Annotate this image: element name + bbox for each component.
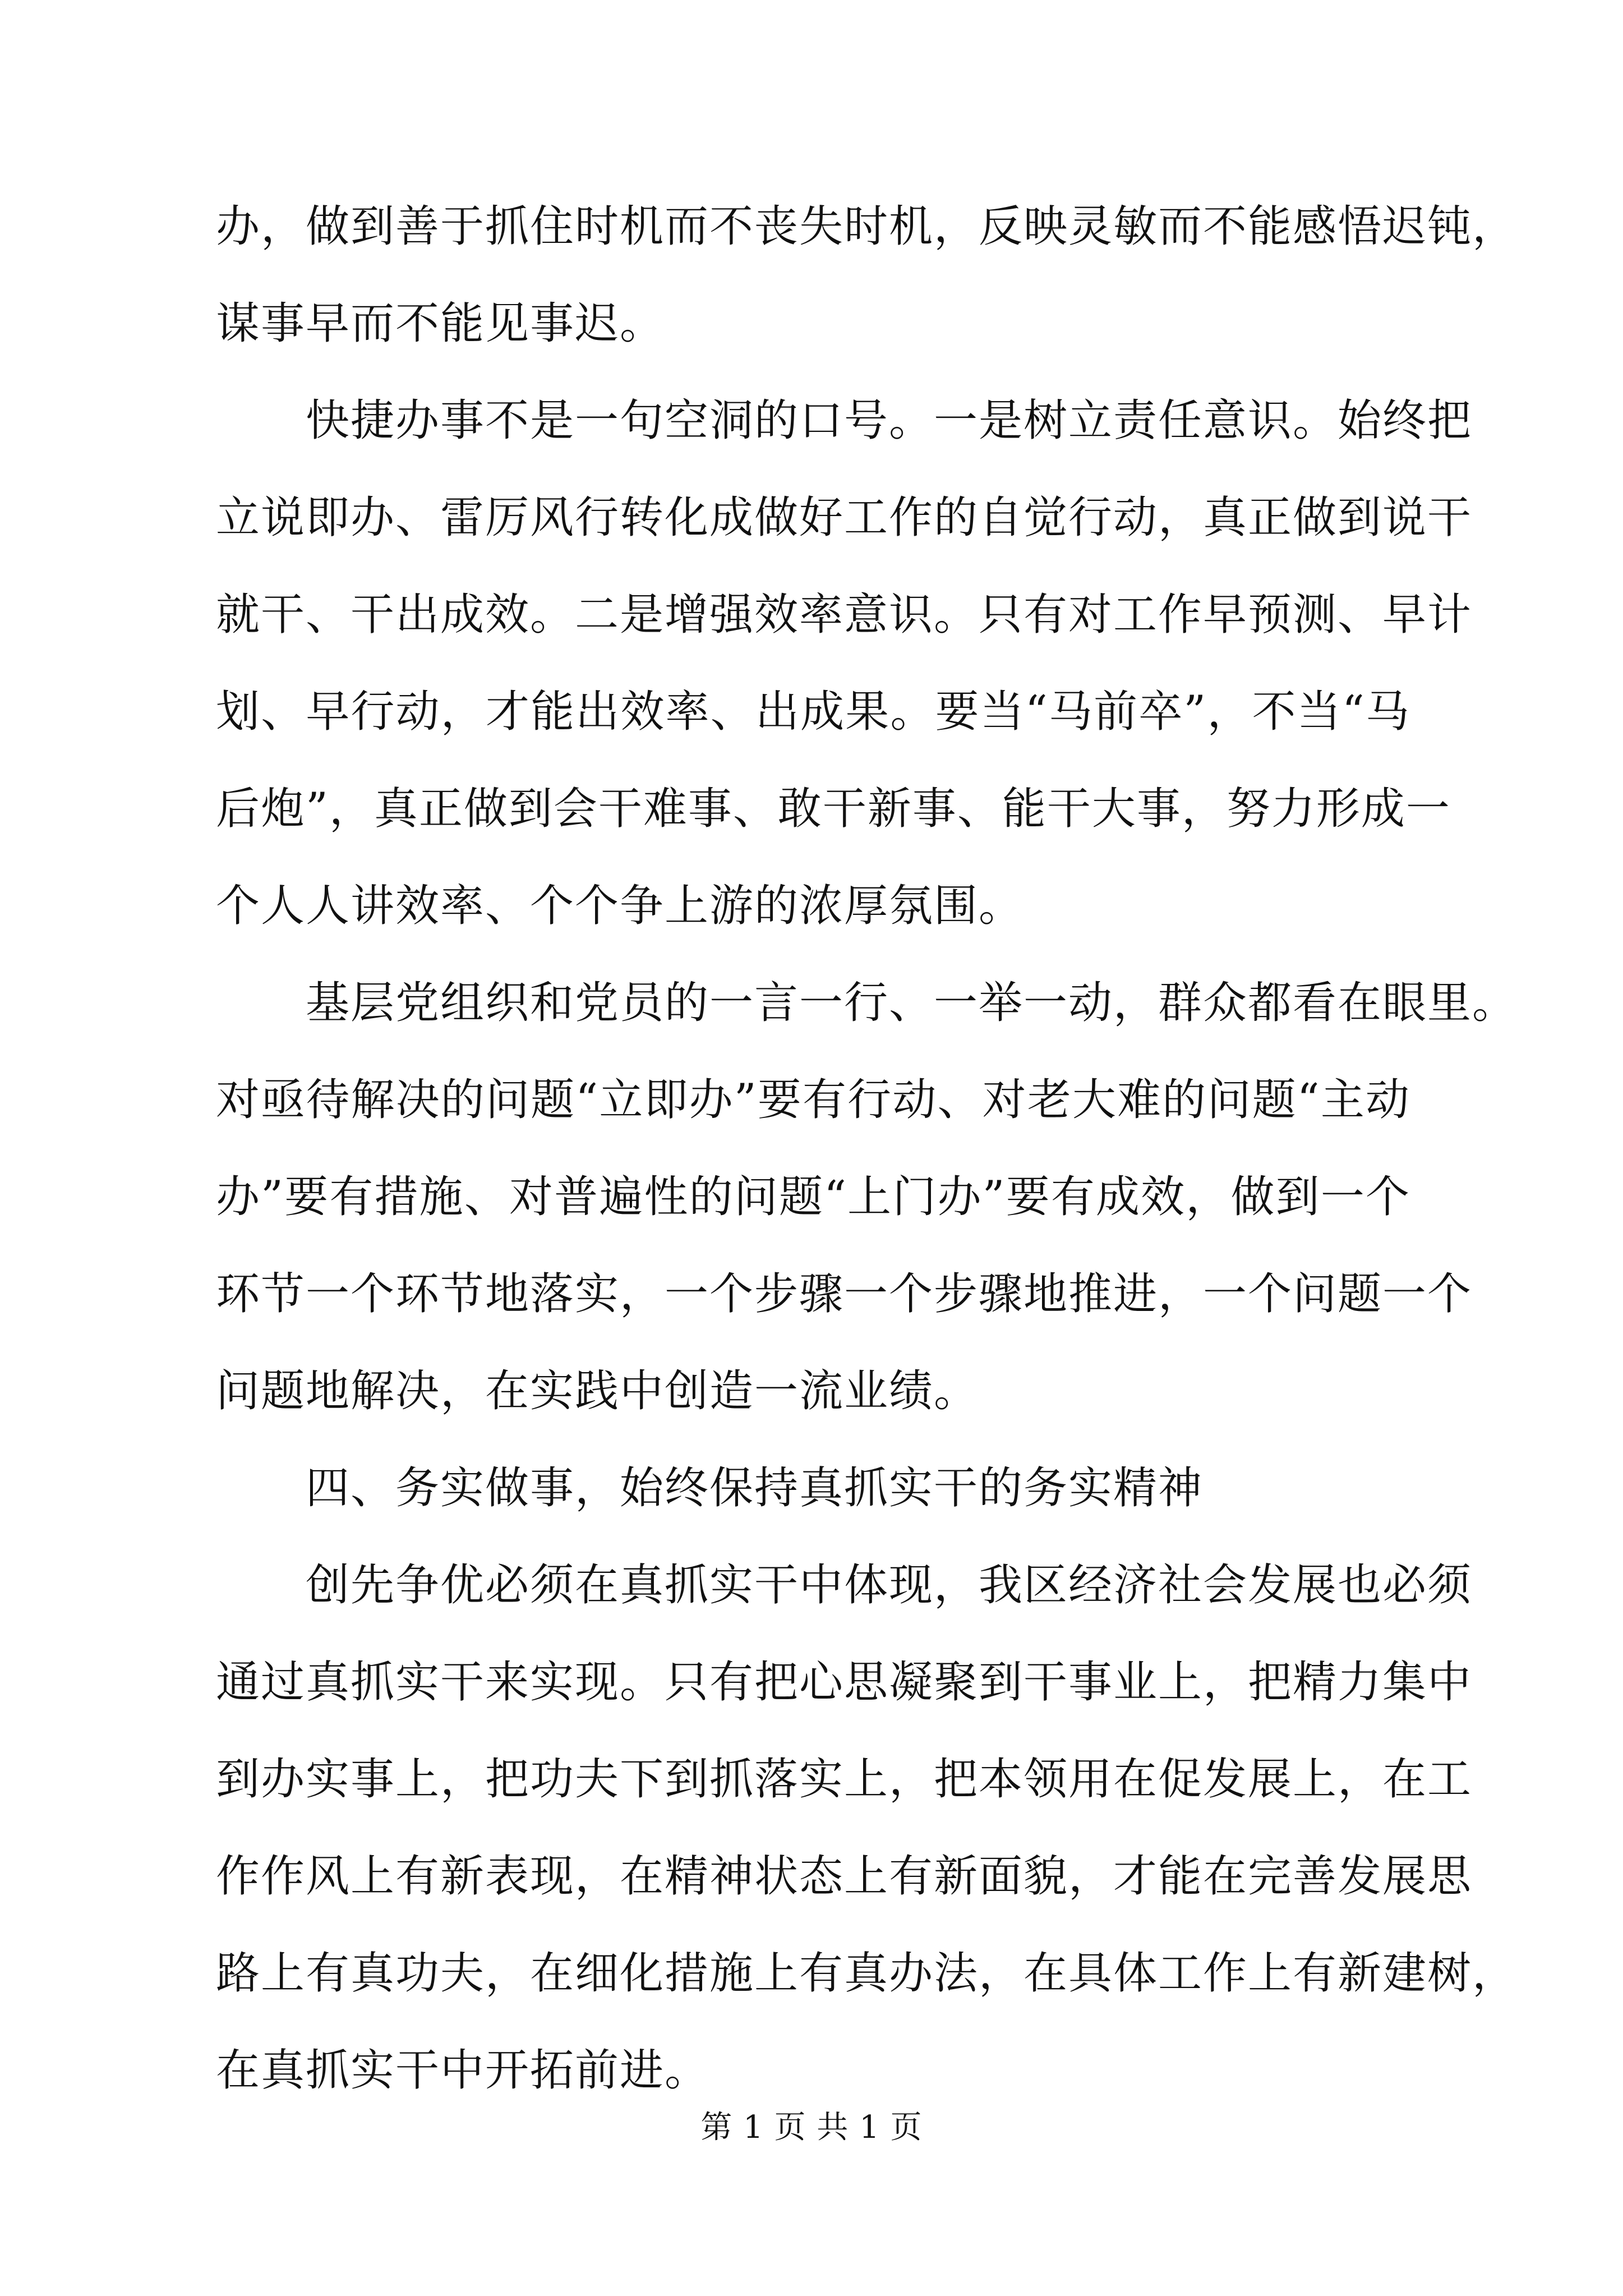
paragraph-line: 环节一个环节地落实，一个步骤一个步骤地推进，一个问题一个	[216, 1269, 1473, 1319]
paragraph-line: 通过真抓实干来实现。只有把心思凝聚到干事业上，把精力集中	[216, 1657, 1473, 1708]
paragraph-line: 在真抓实干中开拓前进。	[216, 2045, 710, 2096]
paragraph-line: 办”要有措施、对普遍性的问题“上门办”要有成效，做到一个	[216, 1172, 1410, 1222]
paragraph-line: 作作风上有新表现，在精神状态上有新面貌，才能在完善发展思	[216, 1851, 1473, 1902]
paragraph-line: 谋事早而不能见事迟。	[216, 298, 665, 349]
paragraph-line: 划、早行动，才能出效率、出成果。要当“马前卒”，不当“马	[216, 687, 1410, 737]
paragraph-line: 创先争优必须在真抓实干中体现，我区经济社会发展也必须	[306, 1560, 1473, 1611]
paragraph-line: 立说即办、雷厉风行转化成做好工作的自觉行动，真正做到说干	[216, 493, 1473, 543]
paragraph-line: 就干、干出成效。二是增强效率意识。只有对工作早预测、早计	[216, 590, 1473, 640]
paragraph-line: 路上有真功夫，在细化措施上有真办法，在具体工作上有新建树，	[216, 1948, 1518, 1999]
paragraph-line: 问题地解决，在实践中创造一流业绩。	[216, 1366, 979, 1416]
paragraph-line: 到办实事上，把功夫下到抓落实上，把本领用在促发展上，在工	[216, 1754, 1473, 1805]
section-heading: 四、务实做事，始终保持真抓实干的务实精神	[306, 1463, 1204, 1513]
paragraph-line: 办，做到善于抓住时机而不丧失时机，反映灵敏而不能感悟迟钝，	[216, 201, 1518, 252]
paragraph-line: 个人人讲效率、个个争上游的浓厚氛围。	[216, 881, 1024, 931]
paragraph-line: 基层党组织和党员的一言一行、一举一动，群众都看在眼里。	[306, 978, 1518, 1028]
paragraph-line: 快捷办事不是一句空洞的口号。一是树立责任意识。始终把	[306, 395, 1473, 446]
page-number-footer: 第 1 页 共 1 页	[700, 2109, 923, 2146]
paragraph-line: 后炮”，真正做到会干难事、敢干新事、能干大事，努力形成一	[216, 784, 1451, 834]
document-body	[216, 178, 1518, 2119]
paragraph-line: 对亟待解决的问题“立即办”要有行动、对老大难的问题“主动	[216, 1075, 1410, 1125]
